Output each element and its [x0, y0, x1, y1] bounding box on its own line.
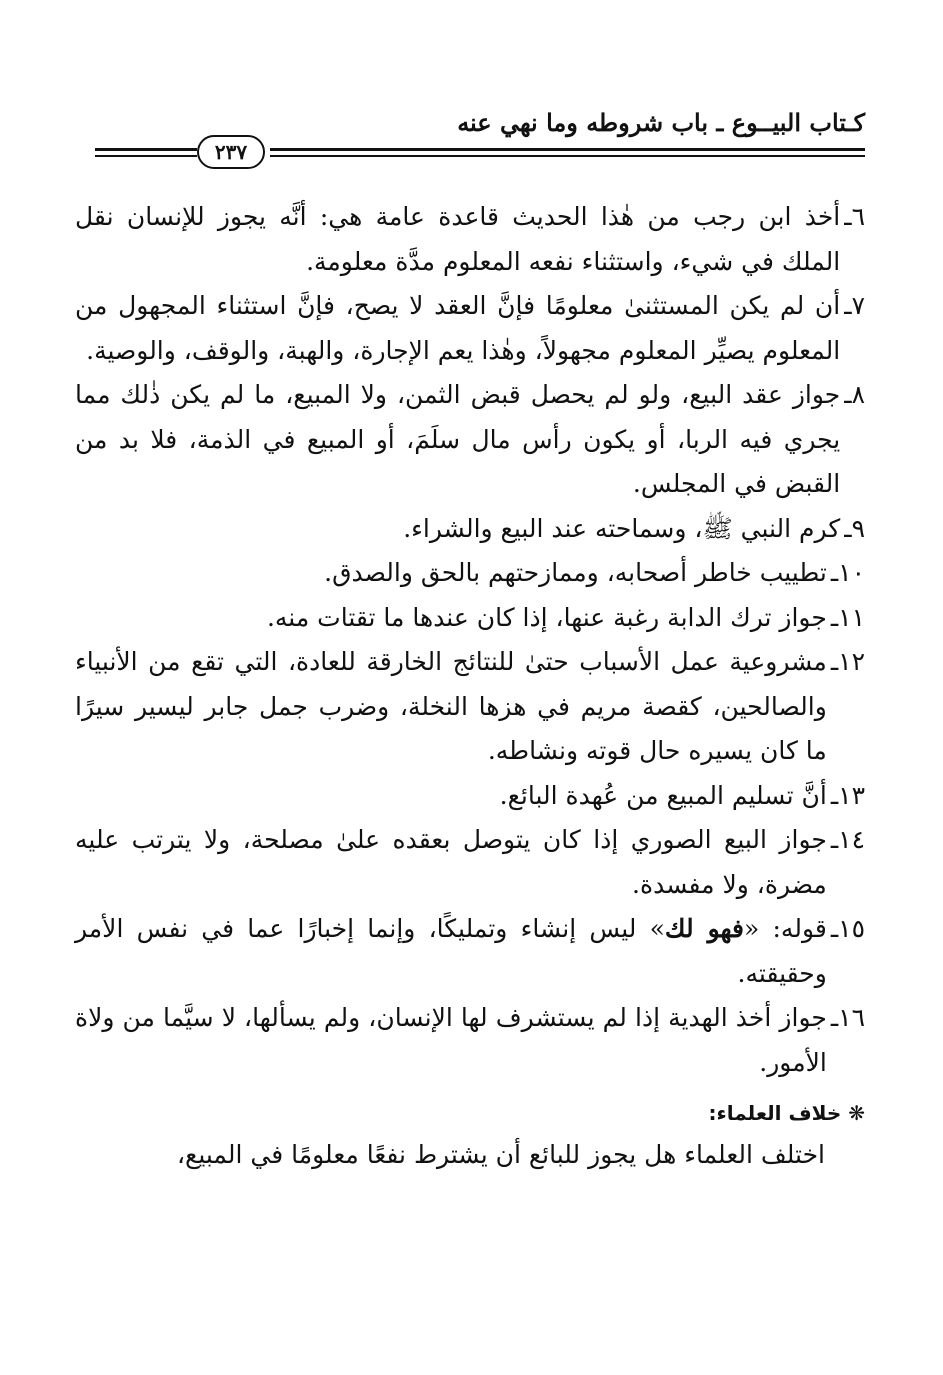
- list-item: [75, 774, 865, 819]
- item-number: ١٣ـ: [830, 780, 865, 810]
- item-number: ١٤ـ: [830, 825, 865, 854]
- item-text: جواز عقد البيع، ولو لم يحصل قبض الثمن، ولا المبيع، ما لم يكن ذٰلك مما يجري فيه الربا، أو يكون رأس مال سلَمَ، أو المبيع في الذمة، فلا بد من القبض في المجلس.: [75, 380, 841, 498]
- list-item: [75, 907, 865, 996]
- list-item: [75, 640, 865, 774]
- item-text-after: » ليس إنشاء وتمليكًا، وإنما إخبارًا عما في نفس الأمر وحقيقته.: [75, 914, 827, 988]
- item-number: ١٦ـ: [830, 1003, 865, 1032]
- item-number: ١١ـ: [830, 602, 865, 632]
- item-text: أخذ ابن رجب من هٰذا الحديث قاعدة عامة هي: أنَّه يجوز للإنسان نقل الملك في شيء، واستثناء نفعه المعلوم مدَّة معلومة.: [75, 202, 841, 276]
- item-number: ١٢ـ: [830, 647, 865, 676]
- header-rule-right-thick: [270, 148, 865, 151]
- list-item: [75, 996, 865, 1085]
- item-text: كرم النبي ﷺ، وسماحته عند البيع والشراء.: [403, 513, 841, 543]
- list-item: [75, 818, 865, 907]
- list-item: [75, 596, 865, 641]
- item-text: [75, 907, 827, 996]
- list-item: [75, 195, 865, 284]
- item-number: ٧ـ: [844, 291, 865, 320]
- item-text: تطييب خاطر أصحابه، وممازحتهم بالحق والصدق.: [324, 558, 827, 587]
- item-text: مشروعية عمل الأسباب حتىٰ للنتائج الخارقة للعادة، التي تقع من الأنبياء والصالحين، كقصة مريم في هزها النخلة، وضرب جمل جابر ليسير سيرًا ما كان يسيره حال قوته ونشاطه.: [75, 647, 827, 765]
- page-header-title: كـتاب البيــوع ـ باب شروطه وما نهي عنه: [457, 108, 865, 137]
- list-item: [75, 373, 865, 507]
- item-text: أنَّ تسليم المبيع من عُهدة البائع.: [499, 780, 827, 810]
- section-paragraph: اختلف العلماء هل يجوز للبائع أن يشترط نفعًا معلومًا في المبيع،: [176, 1140, 825, 1169]
- item-number: ٩ـ: [844, 513, 865, 543]
- item-number: ١٠ـ: [830, 558, 865, 587]
- header-rule-left-thick: [95, 148, 197, 151]
- item-text-before: قوله: «: [743, 914, 827, 943]
- item-text: جواز أخذ الهدية إذا لم يستشرف لها الإنسان، ولم يسألها، لا سيَّما من ولاة الأمور.: [75, 1003, 827, 1077]
- header-rule-left-thin: [95, 155, 197, 157]
- item-text: جواز البيع الصوري إذا كان يتوصل بعقده علىٰ مصلحة، ولا يترتب عليه مضرة، ولا مفسدة.: [75, 825, 827, 899]
- page-body: [75, 195, 865, 1177]
- item-text: جواز ترك الدابة رغبة عنها، إذا كان عندها ما تقتات منه.: [266, 602, 827, 632]
- item-number: ١٥ـ: [830, 914, 865, 943]
- header-rule-right-thin: [270, 155, 865, 157]
- item-number: ٨ـ: [844, 380, 865, 409]
- list-item: [75, 507, 865, 552]
- page-number: ٢٣٧: [197, 135, 265, 169]
- item-text: أن لم يكن المستثنىٰ معلومًا فإنَّ العقد لا يصح، فإنَّ استثناء المجهول من المعلوم يصيِّر المعلوم مجهولاً، وهٰذا يعم الإجارة، والهبة، والوقف، والوصية.: [75, 291, 841, 365]
- item-number: ٦ـ: [844, 202, 865, 231]
- list-item: [75, 284, 865, 373]
- quote-bold: فهو لك: [664, 914, 744, 943]
- section-heading: ❋ خلاف العلماء:: [708, 1101, 865, 1125]
- list-item: [75, 551, 865, 596]
